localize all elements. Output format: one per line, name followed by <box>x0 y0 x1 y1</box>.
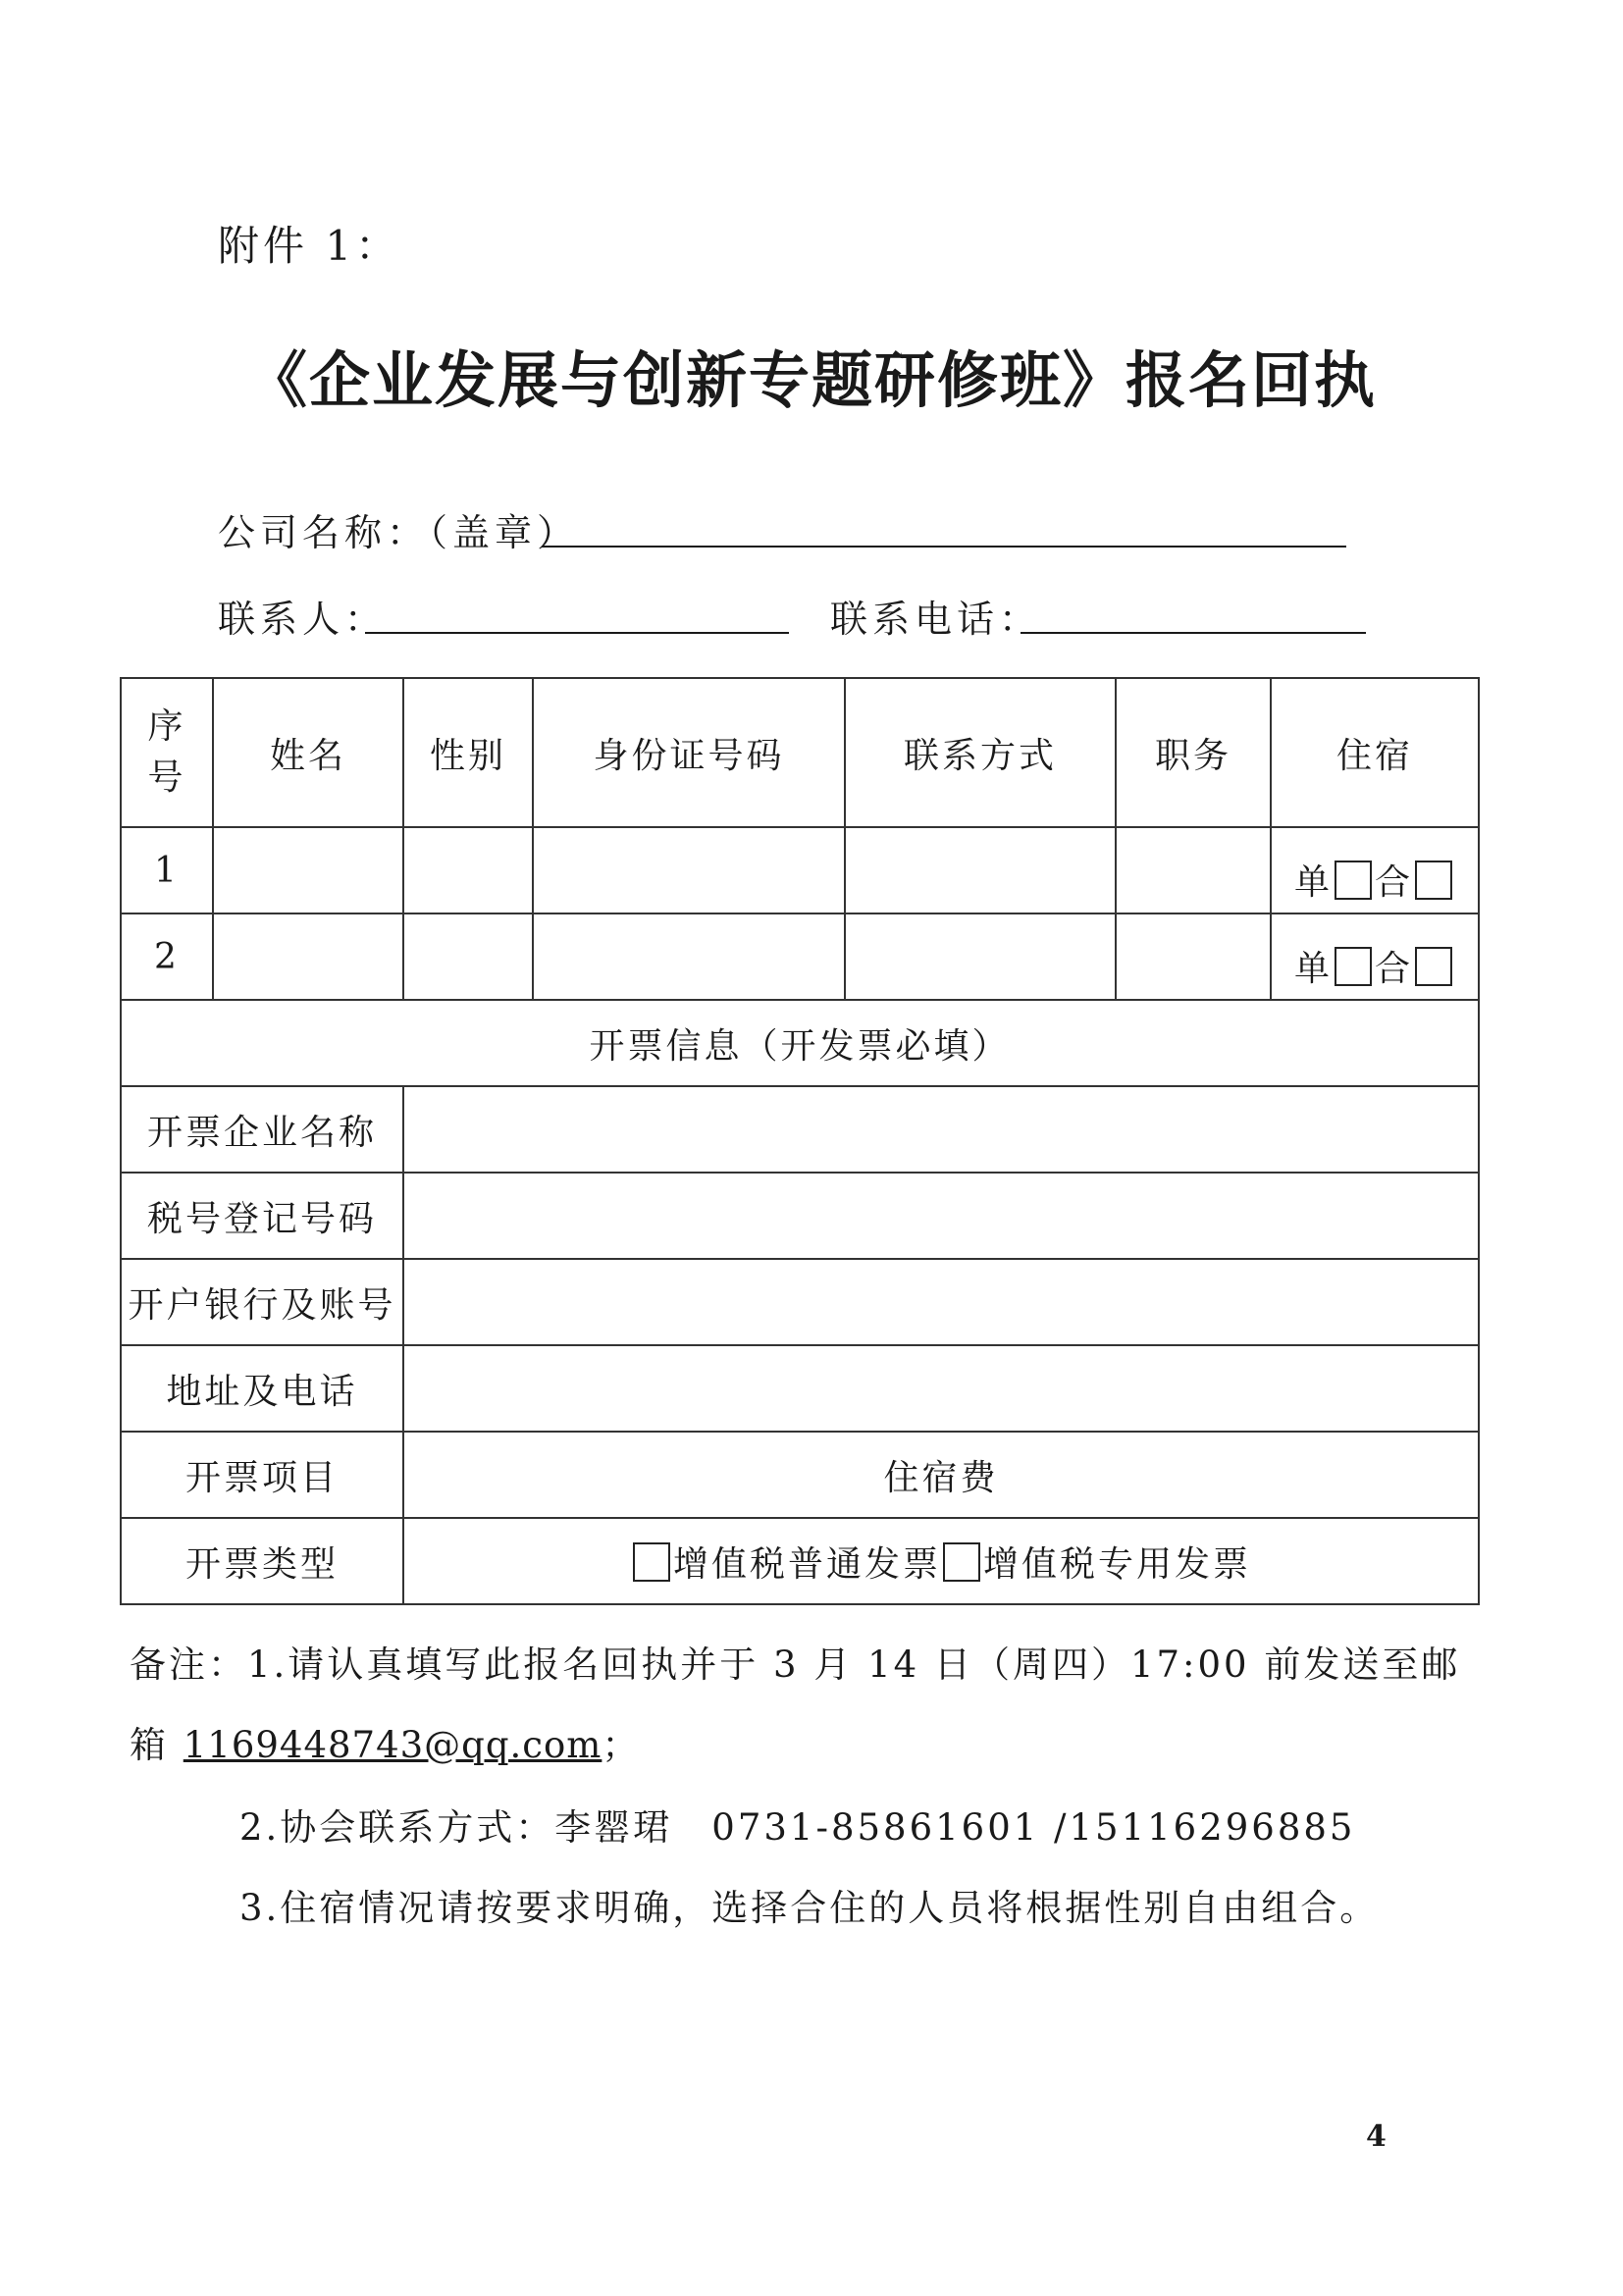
header-accommodation: 住宿 <box>1271 678 1479 827</box>
id-number-cell[interactable] <box>533 913 845 1000</box>
header-name: 姓名 <box>213 678 403 827</box>
contact-input-line[interactable] <box>365 632 789 634</box>
phone-label: 联系电话： <box>830 598 1042 641</box>
header-seq: 序 号 <box>121 678 213 827</box>
single-checkbox[interactable] <box>1335 861 1372 900</box>
accommodation-cell <box>1271 827 1479 913</box>
row-seq: 2 <box>121 913 213 1000</box>
general-invoice-label: 增值税普通发票 <box>672 1543 941 1585</box>
invoice-item-value: 住宿费 <box>403 1432 1479 1518</box>
single-label: 单 <box>1293 862 1333 903</box>
gender-cell[interactable] <box>403 913 533 1000</box>
invoice-row <box>121 1173 1479 1259</box>
header-position: 职务 <box>1116 678 1271 827</box>
note-line-4: 3.住宿情况请按要求明确，选择合住的人员将根据性别自由组合。 <box>239 1887 1380 1929</box>
phone-input-line[interactable] <box>1021 632 1366 634</box>
registration-table <box>120 677 1480 1605</box>
row-seq: 1 <box>121 827 213 913</box>
note-line-3: 2.协会联系方式：李罂珺 0731-85861601 /15116296885 <box>239 1806 1356 1849</box>
note-line-2: 箱 1169448743@qq.com； <box>130 1724 642 1766</box>
single-label: 单 <box>1293 949 1333 989</box>
tax-number-label: 税号登记号码 <box>121 1173 403 1259</box>
address-phone-value[interactable] <box>403 1345 1479 1432</box>
accommodation-cell <box>1271 913 1479 1000</box>
invoice-row <box>121 1259 1479 1345</box>
shared-checkbox[interactable] <box>1415 861 1452 900</box>
invoice-row <box>121 1086 1479 1173</box>
invoice-header: 开票信息（开发票必填） <box>121 1000 1479 1086</box>
page-number: 4 <box>1366 2119 1387 2154</box>
shared-label: 合 <box>1375 862 1414 903</box>
invoice-header-row <box>121 1000 1479 1086</box>
address-phone-label: 地址及电话 <box>121 1345 403 1432</box>
invoice-row <box>121 1345 1479 1432</box>
name-cell[interactable] <box>213 913 403 1000</box>
contact-label: 联系人： <box>218 598 388 641</box>
bank-account-value[interactable] <box>403 1259 1479 1345</box>
id-number-cell[interactable] <box>533 827 845 913</box>
special-invoice-label: 增值税专用发票 <box>983 1543 1252 1585</box>
shared-checkbox[interactable] <box>1415 947 1452 986</box>
position-cell[interactable] <box>1116 913 1271 1000</box>
contact-cell[interactable] <box>845 827 1116 913</box>
header-id-number: 身份证号码 <box>533 678 845 827</box>
invoice-row <box>121 1432 1479 1518</box>
invoice-company-label: 开票企业名称 <box>121 1086 403 1173</box>
company-input-line[interactable] <box>542 546 1346 548</box>
contact-cell[interactable] <box>845 913 1116 1000</box>
note-line-1: 备注：1.请认真填写此报名回执并于 3 月 14 日（周四）17:00 前发送至邮 <box>130 1644 1461 1686</box>
name-cell[interactable] <box>213 827 403 913</box>
company-label: 公司名称：（盖章） <box>218 511 580 554</box>
invoice-type-label: 开票类型 <box>121 1518 403 1604</box>
bank-account-label: 开户银行及账号 <box>121 1259 403 1345</box>
page-title: 《企业发展与创新专题研修班》报名回执 <box>245 344 1377 416</box>
email-link[interactable]: 1169448743@qq.com <box>183 1724 602 1766</box>
header-gender: 性别 <box>403 678 533 827</box>
table-header-row <box>121 678 1479 827</box>
invoice-type-options <box>403 1518 1479 1604</box>
invoice-row <box>121 1518 1479 1604</box>
invoice-item-label: 开票项目 <box>121 1432 403 1518</box>
invoice-company-value[interactable] <box>403 1086 1479 1173</box>
general-invoice-checkbox[interactable] <box>633 1542 670 1582</box>
gender-cell[interactable] <box>403 827 533 913</box>
header-contact: 联系方式 <box>845 678 1116 827</box>
table-row <box>121 827 1479 913</box>
table-row <box>121 913 1479 1000</box>
attachment-label: 附件 1： <box>218 222 401 270</box>
special-invoice-checkbox[interactable] <box>943 1542 980 1582</box>
tax-number-value[interactable] <box>403 1173 1479 1259</box>
shared-label: 合 <box>1375 949 1414 989</box>
position-cell[interactable] <box>1116 827 1271 913</box>
single-checkbox[interactable] <box>1335 947 1372 986</box>
